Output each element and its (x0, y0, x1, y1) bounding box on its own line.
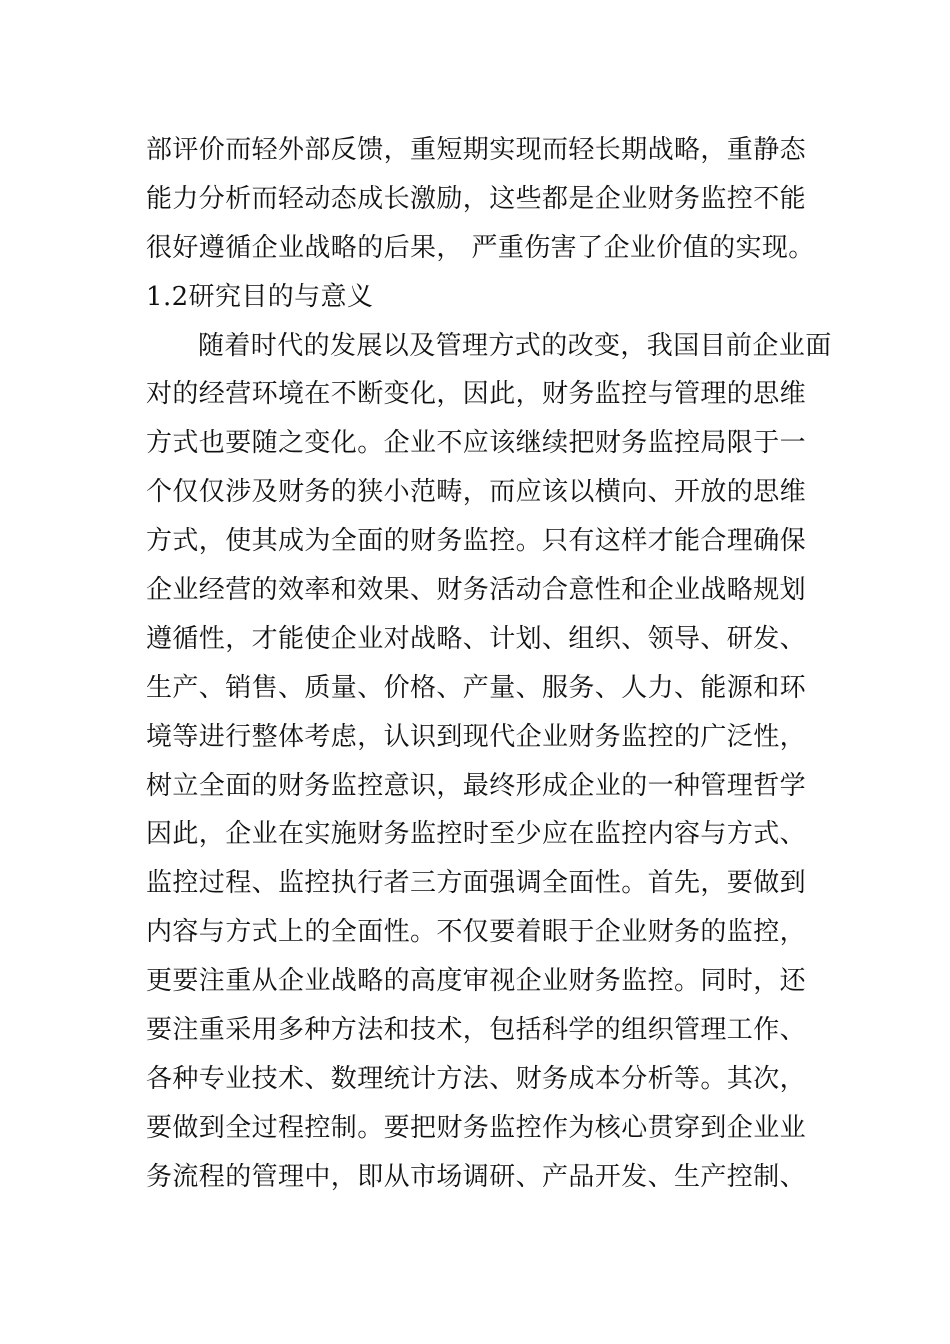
text-line: 方式也要随之变化。企业不应该继续把财务监控局限于一 (146, 428, 807, 459)
text-line: 生产、销售、质量、价格、产量、服务、人力、能源和环 (146, 672, 807, 703)
text-line: 随着时代的发展以及管理方式的改变，我国目前企业面 (198, 330, 832, 361)
text-line: 树立全面的财务监控意识，最终形成企业的一种管理哲学 (146, 770, 807, 801)
text-line: 内容与方式上的全面性。不仅要着眼于企业财务的监控， (146, 917, 807, 948)
text-line: 能力分析而轻动态成长激励，这些都是企业财务监控不能 (146, 183, 807, 214)
body-text (146, 126, 832, 1202)
text-line: 要注重采用多种方法和技术，包括科学的组织管理工作、 (146, 1015, 807, 1046)
text-line: 境等进行整体考虑，认识到现代企业财务监控的广泛性， (146, 721, 807, 752)
text-line: 务流程的管理中，即从市场调研、产品开发、生产控制、 (146, 1161, 807, 1192)
text-line: 遵循性，才能使企业对战略、计划、组织、领导、研发、 (146, 623, 807, 654)
text-line: 因此，企业在实施财务监控时至少应在监控内容与方式、 (146, 819, 807, 850)
text-line: 更要注重从企业战略的高度审视企业财务监控。同时，还 (146, 966, 807, 997)
text-line: 企业经营的效率和效果、财务活动合意性和企业战略规划 (146, 575, 807, 606)
text-line: 对的经营环境在不断变化，因此，财务监控与管理的思维 (146, 379, 807, 410)
section-heading: 1.2研究目的与意义 (146, 281, 374, 312)
text-line: 监控过程、监控执行者三方面强调全面性。首先，要做到 (146, 868, 807, 899)
text-line: 很好遵循企业战略的后果， 严重伤害了企业价值的实现。 (146, 232, 815, 263)
text-line: 要做到全过程控制。要把财务监控作为核心贯穿到企业业 (146, 1112, 807, 1143)
text-line: 方式，使其成为全面的财务监控。只有这样才能合理确保 (146, 526, 807, 557)
text-line: 各种专业技术、数理统计方法、财务成本分析等。其次， (146, 1063, 807, 1094)
text-line: 个仅仅涉及财务的狭小范畴，而应该以横向、开放的思维 (146, 477, 807, 508)
text-line: 部评价而轻外部反馈，重短期实现而轻长期战略，重静态 (146, 135, 807, 165)
